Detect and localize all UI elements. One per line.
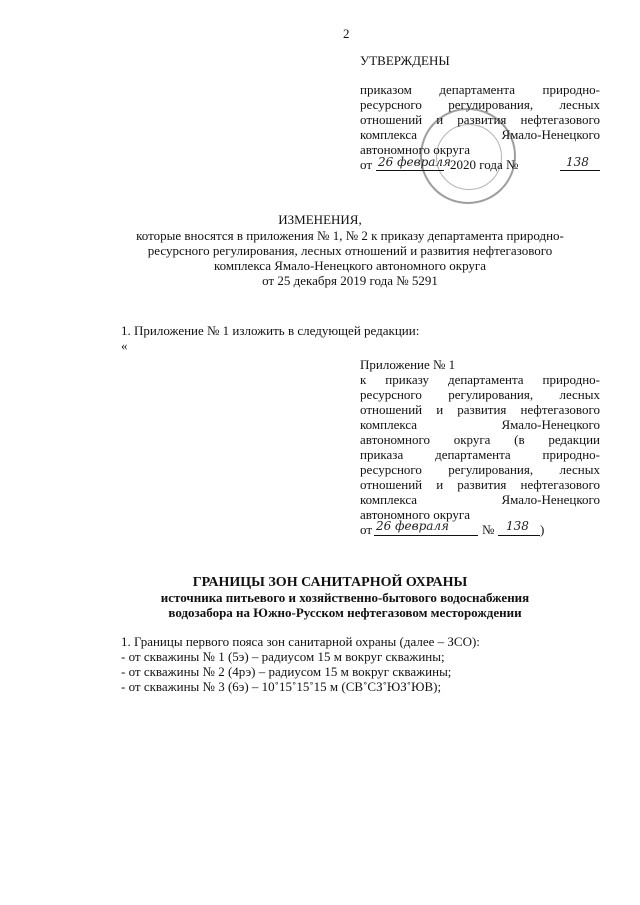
approval-date-line <box>360 157 610 173</box>
body-line: - от скважины № 2 (4рэ) – радиусом 15 м вокруг скважины; <box>121 664 452 679</box>
appendix-line: ресурсного регулирования, лесных <box>360 387 600 402</box>
handwritten-date: 26 февраля <box>378 155 451 169</box>
appendix-line: отношений и развития нефтегазового <box>360 402 600 417</box>
changes-line: от 25 декабря 2019 года № 5291 <box>262 273 438 288</box>
close-paren: ) <box>540 522 545 537</box>
subtitle-line: источника питьевого и хозяйственно-бытового водоснабжения <box>160 590 530 605</box>
appendix-block <box>360 372 600 522</box>
appendix-line: приказа департамента природно- <box>360 447 600 462</box>
body-line: - от скважины № 3 (6э) – 10˚15˚15˚15 м (СВ˚СЗ˚ЮЗ˚ЮВ); <box>121 679 442 694</box>
date-prefix: от <box>360 522 373 537</box>
body-list <box>121 634 480 694</box>
appendix-line: комплекса Ямало-Ненецкого <box>360 417 600 432</box>
changes-line: которые вносятся в приложения № 1, № 2 к приказу департамента природно- <box>136 228 564 243</box>
date-prefix: от <box>360 157 373 172</box>
body-line: - от скважины № 1 (5э) – радиусом 15 м вокруг скважины; <box>121 649 445 664</box>
handwritten-date: 26 февраля <box>376 519 449 533</box>
item-1-text: 1. Приложение № 1 изложить в следующей редакции: <box>121 323 420 338</box>
approval-line: автономного округа <box>360 142 470 157</box>
handwritten-number: 138 <box>566 155 589 169</box>
body-line: 1. Границы первого пояса зон санитарной охраны (далее – ЗСО): <box>121 634 480 649</box>
number-sign: № <box>482 522 495 537</box>
appendix-line: автономного округа (в редакции <box>360 432 600 447</box>
section-subtitle <box>0 590 640 620</box>
changes-block <box>0 228 640 288</box>
appendix-line: комплекса Ямало-Ненецкого <box>360 492 600 507</box>
appendix-heading: Приложение № 1 <box>360 357 456 372</box>
approval-line: комплекса Ямало-Ненецкого <box>360 127 600 142</box>
approval-line: ресурсного регулирования, лесных <box>360 97 600 112</box>
quote-mark: « <box>121 338 128 353</box>
approval-heading: УТВЕРЖДЕНЫ <box>360 53 450 68</box>
subtitle-line: водозабора на Южно-Русском нефтегазовом месторождении <box>168 605 522 620</box>
approval-line: приказом департамента природно- <box>360 82 600 97</box>
appendix-line: ресурсного регулирования, лесных <box>360 462 600 477</box>
appendix-line: к приказу департамента природно- <box>360 372 600 387</box>
handwritten-number: 138 <box>506 519 529 533</box>
approval-line: отношений и развития нефтегазового <box>360 112 600 127</box>
page-number: 2 <box>343 26 350 41</box>
changes-line: комплекса Ямало-Ненецкого автономного округа <box>213 258 487 273</box>
appendix-line: отношений и развития нефтегазового <box>360 477 600 492</box>
date-suffix: 2020 года № <box>450 157 519 172</box>
changes-title: ИЗМЕНЕНИЯ, <box>278 212 362 227</box>
appendix-line: автономного округа <box>360 507 470 522</box>
section-title: ГРАНИЦЫ ЗОН САНИТАРНОЙ ОХРАНЫ <box>192 575 468 590</box>
changes-line: ресурсного регулирования, лесных отношений и развития нефтегазового <box>147 243 553 258</box>
appendix-date-line <box>360 519 550 538</box>
